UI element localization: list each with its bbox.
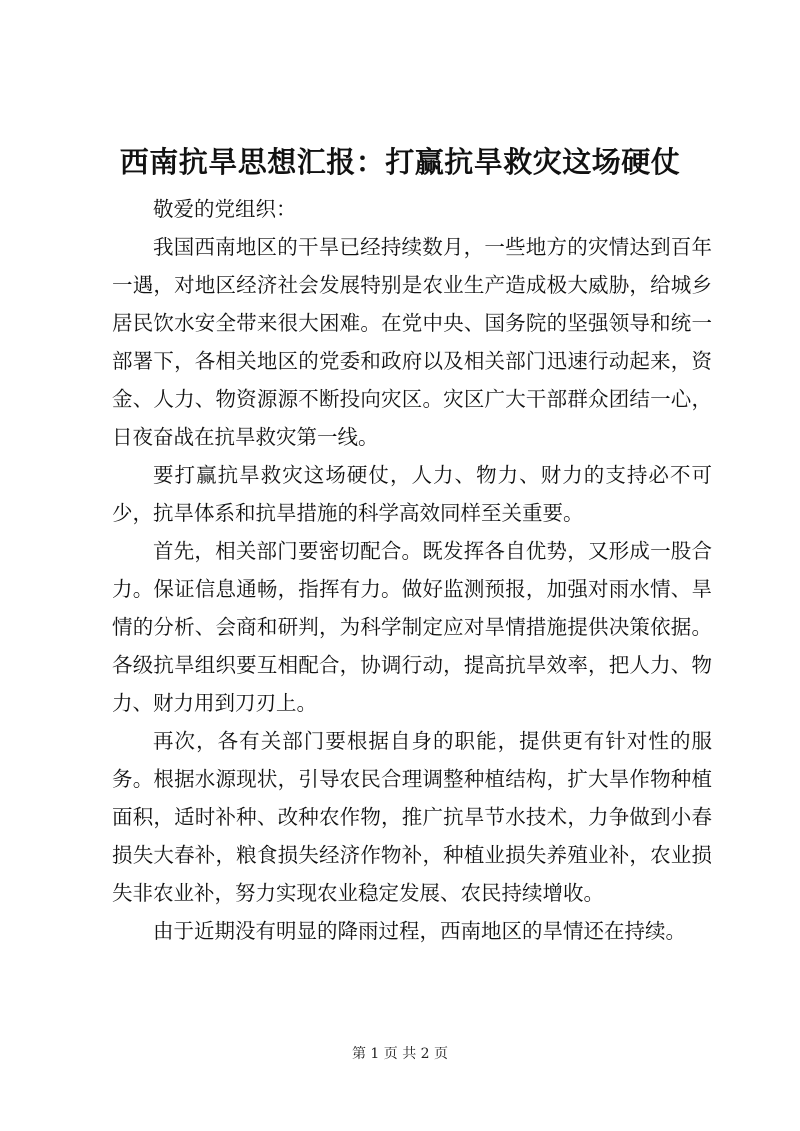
body-paragraph: 首先，相关部门要密切配合。既发挥各自优势，又形成一股合力。保证信息通畅，指挥有力。做好监测预报，加强对雨水情、旱情的分析、会商和研判，为科学制定应对旱情措施提供决策依据。各级抗旱组织要互相配合，协调行动，提高抗旱效率，把人力、物力、财力用到刀刃上。 bbox=[112, 539, 712, 715]
body-paragraph: 由于近期没有明显的降雨过程，西南地区的旱情还在持续。 bbox=[153, 919, 686, 943]
body-paragraph: 要打赢抗旱救灾这场硬仗，人力、物力、财力的支持必不可少，抗旱体系和抗旱措施的科学高效同样至关重要。 bbox=[112, 463, 712, 525]
body-paragraph: 我国西南地区的干旱已经持续数月，一些地方的灾情达到百年一遇，对地区经济社会发展特别是农业生产造成极大威胁，给城乡居民饮水安全带来很大困难。在党中央、国务院的坚强领导和统一部署下，各相关地区的党委和政府以及相关部门迅速行动起来，资金、人力、物资源源不断投向灾区。灾区广大干部群众团结一心，日夜奋战在抗旱救灾第一线。 bbox=[112, 235, 712, 449]
body-paragraph: 再次，各有关部门要根据自身的职能，提供更有针对性的服务。根据水源现状，引导农民合理调整种植结构，扩大旱作物种植面积，适时补种、改种农作物，推广抗旱节水技术，力争做到小春损失大春补，粮食损失经济作物补，种植业损失养殖业补，农业损失非农业补，努力实现农业稳定发展、农民持续增收。 bbox=[112, 729, 712, 905]
document-body bbox=[112, 190, 712, 950]
page-footer: 第 1 页 共 2 页 bbox=[351, 1046, 449, 1062]
document-title: 西南抗旱思想汇报：打赢抗旱救灾这场硬仗 bbox=[119, 145, 681, 179]
salutation-paragraph: 敬爱的党组织： bbox=[153, 197, 297, 221]
